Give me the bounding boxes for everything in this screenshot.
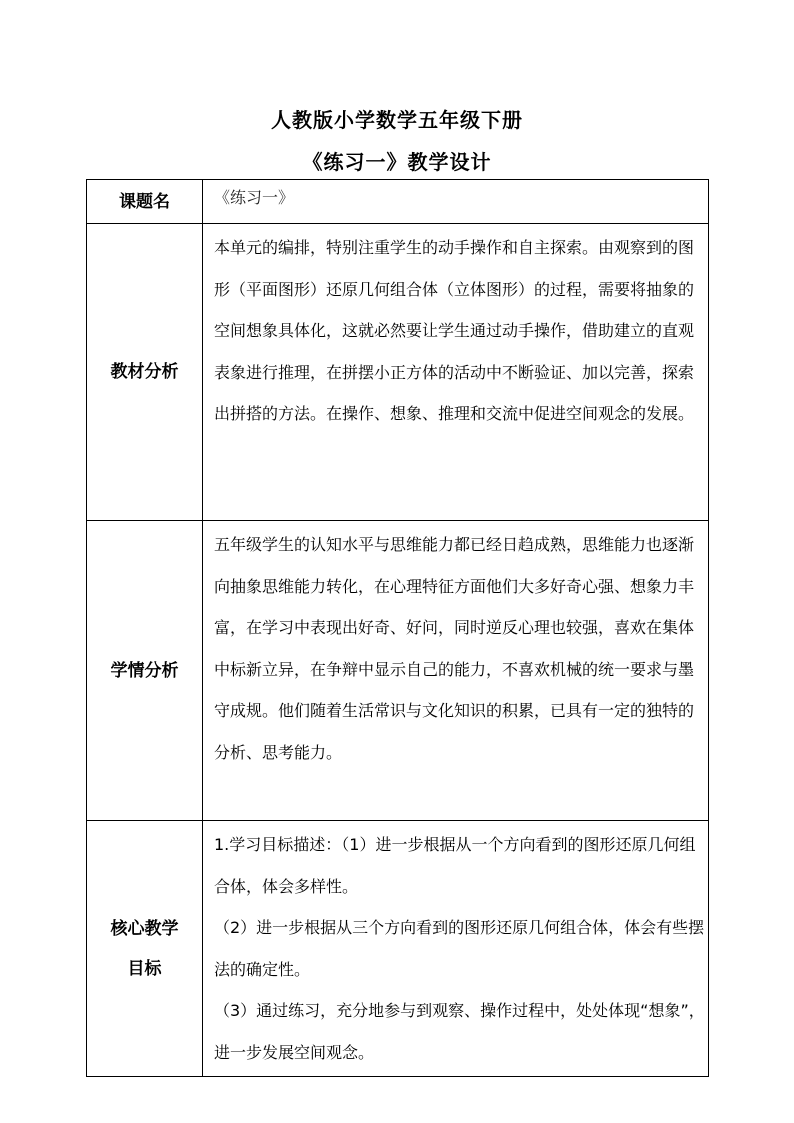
topic-label: 课题名 — [87, 180, 203, 224]
table-row-teaching-goal — [87, 821, 709, 1077]
teaching-goal-paragraph-2: （2）进一步根据从三个方向看到的图形还原几何组合体，体会有些摆法的确定性。 — [214, 918, 705, 979]
document-subtitle: 《练习一》教学设计 — [302, 150, 492, 174]
material-analysis-text: 本单元的编排，特别注重学生的动手操作和自主探索。由观察到的图形（平面图形）还原几何组合体（立体图形）的过程，需要将抽象的空间想象具体化，这就必然要让学生通过动手操作，借助建立的直观表象进行推理，在拼摆小正方体的活动中不断验证、加以完善，探索出拼搭的方法。在操作、想象、推理和交流中促进空间观念的发展。 — [214, 238, 695, 423]
student-analysis-label: 学情分析 — [87, 521, 203, 821]
teaching-goal-paragraph-3: （3）通过练习，充分地参与到观察、操作过程中，处处体现“想象”，进一步发展空间观念。 — [214, 1001, 705, 1062]
table-row-material-analysis — [87, 224, 709, 521]
table-row-student-analysis — [87, 521, 709, 821]
lesson-plan-table — [86, 179, 709, 1077]
table-row-topic — [87, 180, 709, 224]
teaching-goal-label-line1: 核心教学 — [110, 918, 179, 939]
teaching-goal-label-line2: 目标 — [127, 958, 162, 979]
topic-value: 《练习一》 — [203, 180, 709, 224]
material-analysis-label: 教材分析 — [87, 224, 203, 521]
teaching-goal-paragraph-1: 1.学习目标描述：（1）进一步根据从一个方向看到的图形还原几何组合体，体会多样性。 — [214, 835, 696, 896]
student-analysis-text: 五年级学生的认知水平与思维能力都已经日趋成熟，思维能力也逐渐向抽象思维能力转化，在心理特征方面他们大多好奇心强、想象力丰富，在学习中表现出好奇、好问，同时逆反心理也较强，喜欢在集体中标新立异，在争辩中显示自己的能力，不喜欢机械的统一要求与墨守成规。他们随着生活常识与文化知识的积累，已具有一定的独特的分析、思考能力。 — [214, 535, 695, 762]
document-title: 人教版小学数学五年级下册 — [271, 108, 523, 132]
teaching-goal-label — [87, 821, 203, 1077]
